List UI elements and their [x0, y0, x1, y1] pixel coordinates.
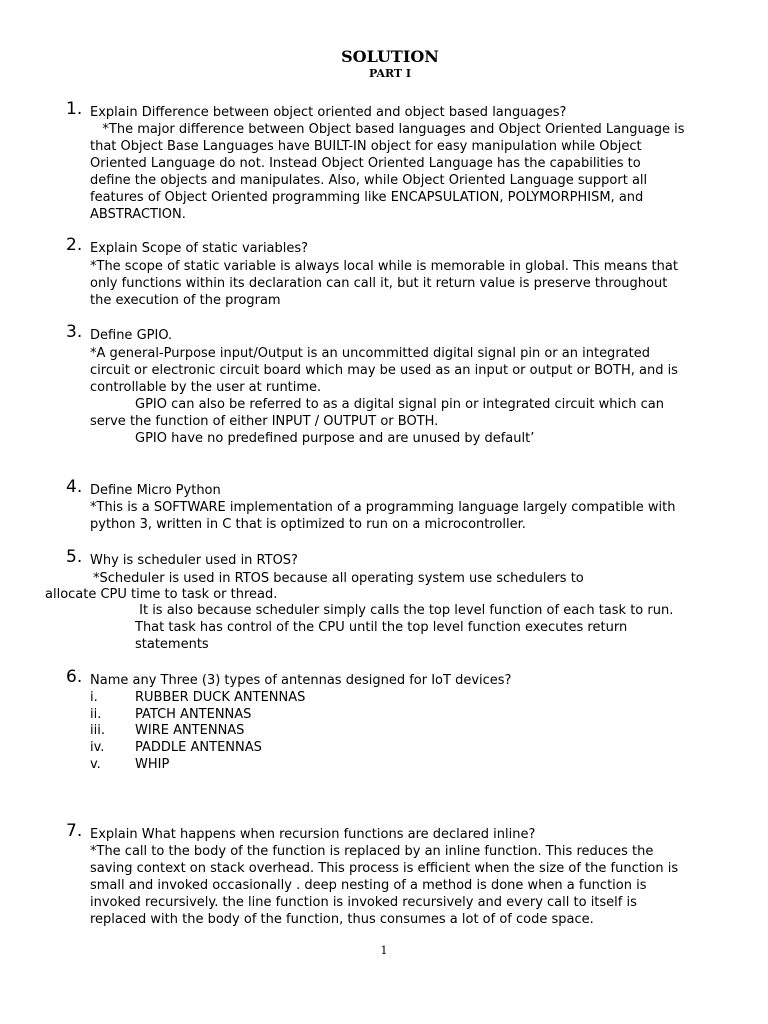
answer-1 — [90, 121, 730, 223]
question-number: 5. — [66, 547, 83, 567]
answer-2 — [90, 258, 730, 309]
list-marker: ii. — [90, 707, 102, 722]
answer-line: GPIO have no predefined purpose and are unused by default’ — [135, 431, 535, 446]
page-subtitle: PART I — [368, 67, 412, 80]
question-text: Explain Scope of static variables? — [90, 241, 309, 256]
list-marker: iii. — [90, 723, 105, 738]
page-title: SOLUTION — [341, 47, 439, 66]
answer-line: that Object Base Languages have BUILT-IN object for easy manipulation while Object — [90, 139, 642, 154]
question-text: Why is scheduler used in RTOS? — [90, 553, 298, 568]
answer-line: *The major difference between Object based languages and Object Oriented Language is — [90, 122, 685, 137]
answer-line: *A general-Purpose input/Output is an uncommitted digital signal pin or an integrated — [90, 346, 650, 361]
answer-line: small and invoked occasionally . deep nesting of a method is done when a function is — [90, 878, 647, 893]
question-number: 2. — [66, 235, 83, 255]
answer-line: invoked recursively. the line function is invoked recursively and every call to itself is — [90, 895, 637, 910]
answer-line: statements — [135, 637, 209, 652]
answer-line: replaced with the body of the function, thus consumes a lot of of code space. — [90, 912, 594, 927]
answer-line: It is also because scheduler simply calls the top level function of each task to run. — [135, 603, 674, 618]
question-text: Name any Three (3) types of antennas designed for IoT devices? — [90, 673, 512, 688]
answer-line: *The call to the body of the function is replaced by an inline function. This reduces the — [90, 844, 654, 859]
list-marker: i. — [90, 690, 98, 705]
answer-line: saving context on stack overhead. This process is efficient when the size of the function is — [90, 861, 679, 876]
list-item-text: WHIP — [135, 757, 170, 772]
list-item — [90, 739, 262, 756]
answer-line: *This is a SOFTWARE implementation of a programming language largely compatible with — [90, 500, 676, 515]
answer-line: That task has control of the CPU until the top level function executes return — [135, 620, 628, 635]
list-item-text: PATCH ANTENNAS — [135, 707, 252, 722]
question-text: Explain Difference between object oriented and object based languages? — [90, 105, 567, 120]
list-item — [90, 722, 244, 739]
question-number: 4. — [66, 477, 83, 497]
list-item — [90, 756, 169, 773]
answer-line: ABSTRACTION. — [90, 207, 186, 222]
list-item-text: RUBBER DUCK ANTENNAS — [135, 690, 306, 705]
list-item — [90, 689, 305, 706]
list-marker: iv. — [90, 740, 105, 755]
question-text: Explain What happens when recursion functions are declared inline? — [90, 827, 536, 842]
answer-line: serve the function of either INPUT / OUTPUT or BOTH. — [90, 414, 439, 429]
answer-line: Oriented Language do not. Instead Object Oriented Language has the capabilities to — [90, 156, 641, 171]
answer-line: the execution of the program — [90, 293, 281, 308]
question-text: Define GPIO. — [90, 328, 173, 343]
answer-4 — [90, 499, 730, 533]
answer-line: *Scheduler is used in RTOS because all operating system use schedulers to — [93, 571, 584, 586]
answer-3 — [90, 345, 730, 447]
question-number: 1. — [66, 99, 83, 119]
answer-5 — [135, 602, 768, 653]
list-item — [90, 706, 251, 723]
answer-line: python 3, written in C that is optimized to run on a microcontroller. — [90, 517, 526, 532]
answer-line: define the objects and manipulates. Also, while Object Oriented Language support all — [90, 173, 648, 188]
answer-line: GPIO can also be referred to as a digital signal pin or integrated circuit which can — [135, 397, 664, 412]
answer-line: allocate CPU time to task or thread. — [45, 587, 278, 602]
answer-line: circuit or electronic circuit board which may be used as an input or output or BOTH, and is — [90, 363, 678, 378]
answer-line: features of Object Oriented programming like ENCAPSULATION, POLYMORPHISM, and — [90, 190, 644, 205]
answer-line: controllable by the user at runtime. — [90, 380, 322, 395]
question-text: Define Micro Python — [90, 483, 221, 498]
question-number: 6. — [66, 667, 83, 687]
answer-line: only functions within its declaration can call it, but it return value is preserve throughout — [90, 276, 668, 291]
answer-line: *The scope of static variable is always local while is memorable in global. This means that — [90, 259, 678, 274]
list-marker: v. — [90, 757, 101, 772]
question-number: 7. — [66, 821, 83, 841]
answer-7 — [90, 843, 730, 928]
question-number: 3. — [66, 322, 83, 342]
list-item-text: WIRE ANTENNAS — [135, 723, 245, 738]
page-number: 1 — [380, 944, 388, 957]
list-item-text: PADDLE ANTENNAS — [135, 740, 262, 755]
